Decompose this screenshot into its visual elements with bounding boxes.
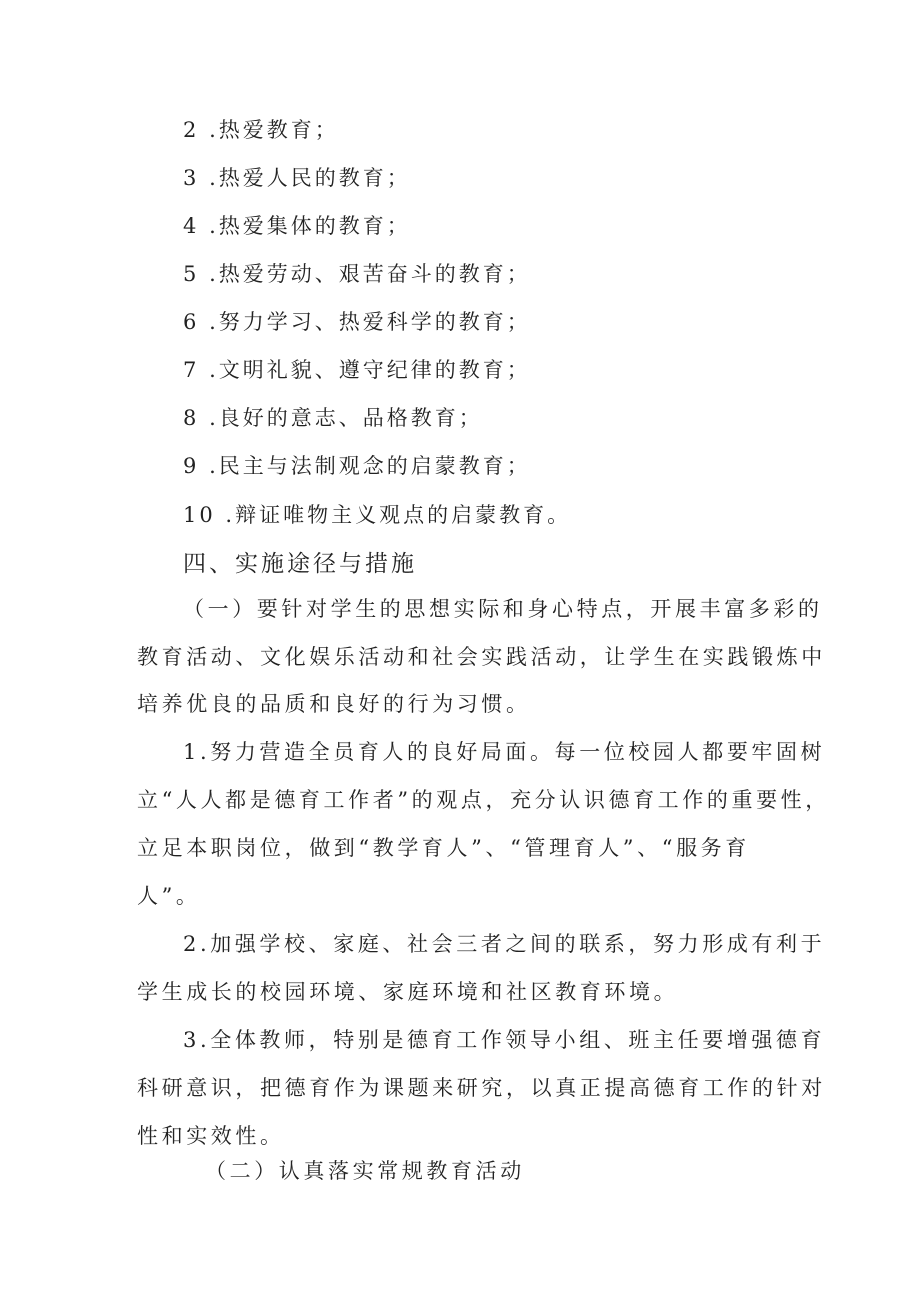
list-text: .热爱人民的教育； <box>209 166 411 190</box>
list-text: .热爱劳动、艰苦奋斗的教育； <box>209 262 531 286</box>
list-item <box>183 404 483 432</box>
list-text: .文明礼貌、遵守纪律的教育； <box>209 358 531 382</box>
paragraph-line: 3.全体教师，特别是德育工作领导小组、班主任要增强德育 <box>183 1028 826 1052</box>
paragraph-line: 人”。 <box>137 884 201 908</box>
list-number: 6 <box>183 310 200 334</box>
list-item <box>183 260 531 288</box>
paragraph-line: 学生成长的校园环境、家庭环境和社区教育环境。 <box>137 980 679 1004</box>
list-item <box>183 501 571 529</box>
list-number: 4 <box>183 214 200 238</box>
list-item <box>183 356 531 384</box>
list-text: .热爱教育； <box>209 118 339 142</box>
list-text: .民主与法制观念的启蒙教育； <box>209 454 531 478</box>
list-number: 5 <box>183 262 200 286</box>
section-heading: 四、实施途径与措施 <box>183 551 417 577</box>
paragraph-line: 立“人人都是德育工作者”的观点，充分认识德育工作的重要性， <box>137 788 830 812</box>
list-number: 8 <box>183 406 200 430</box>
list-text: .辩证唯物主义观点的启蒙教育。 <box>225 503 572 527</box>
paragraph-line: 培养优良的品质和良好的行为习惯。 <box>137 692 531 716</box>
list-number: 3 <box>183 166 200 190</box>
list-item <box>183 212 411 240</box>
list-text: .良好的意志、品格教育； <box>209 406 483 430</box>
list-item <box>183 116 339 144</box>
paragraph-line: 教育活动、文化娱乐活动和社会实践活动，让学生在实践锻炼中 <box>137 645 826 669</box>
list-number: 7 <box>183 358 200 382</box>
list-item <box>183 452 531 480</box>
list-text: .热爱集体的教育； <box>209 214 411 238</box>
list-number: 9 <box>183 454 200 478</box>
paragraph-line: 立足本职岗位，做到“教学育人”、“管理育人”、“服务育 <box>137 836 750 860</box>
paragraph-line: 科研意识，把德育作为课题来研究，以真正提高德育工作的针对 <box>137 1076 826 1100</box>
paragraph-line: （一）要针对学生的思想实际和身心特点，开展丰富多彩的 <box>183 597 823 621</box>
list-item <box>183 164 411 192</box>
paragraph-line: （二）认真落实常规教育活动 <box>205 1159 525 1183</box>
paragraph-line: 2.加强学校、家庭、社会三者之间的联系，努力形成有利于 <box>183 932 826 956</box>
list-item <box>183 308 531 336</box>
list-number: 10 <box>183 503 216 527</box>
paragraph-line: 1.努力营造全员育人的良好局面。每一位校园人都要牢固树 <box>183 740 826 764</box>
list-text: .努力学习、热爱科学的教育； <box>209 310 531 334</box>
list-number: 2 <box>183 118 200 142</box>
paragraph-line: 性和实效性。 <box>137 1124 285 1148</box>
